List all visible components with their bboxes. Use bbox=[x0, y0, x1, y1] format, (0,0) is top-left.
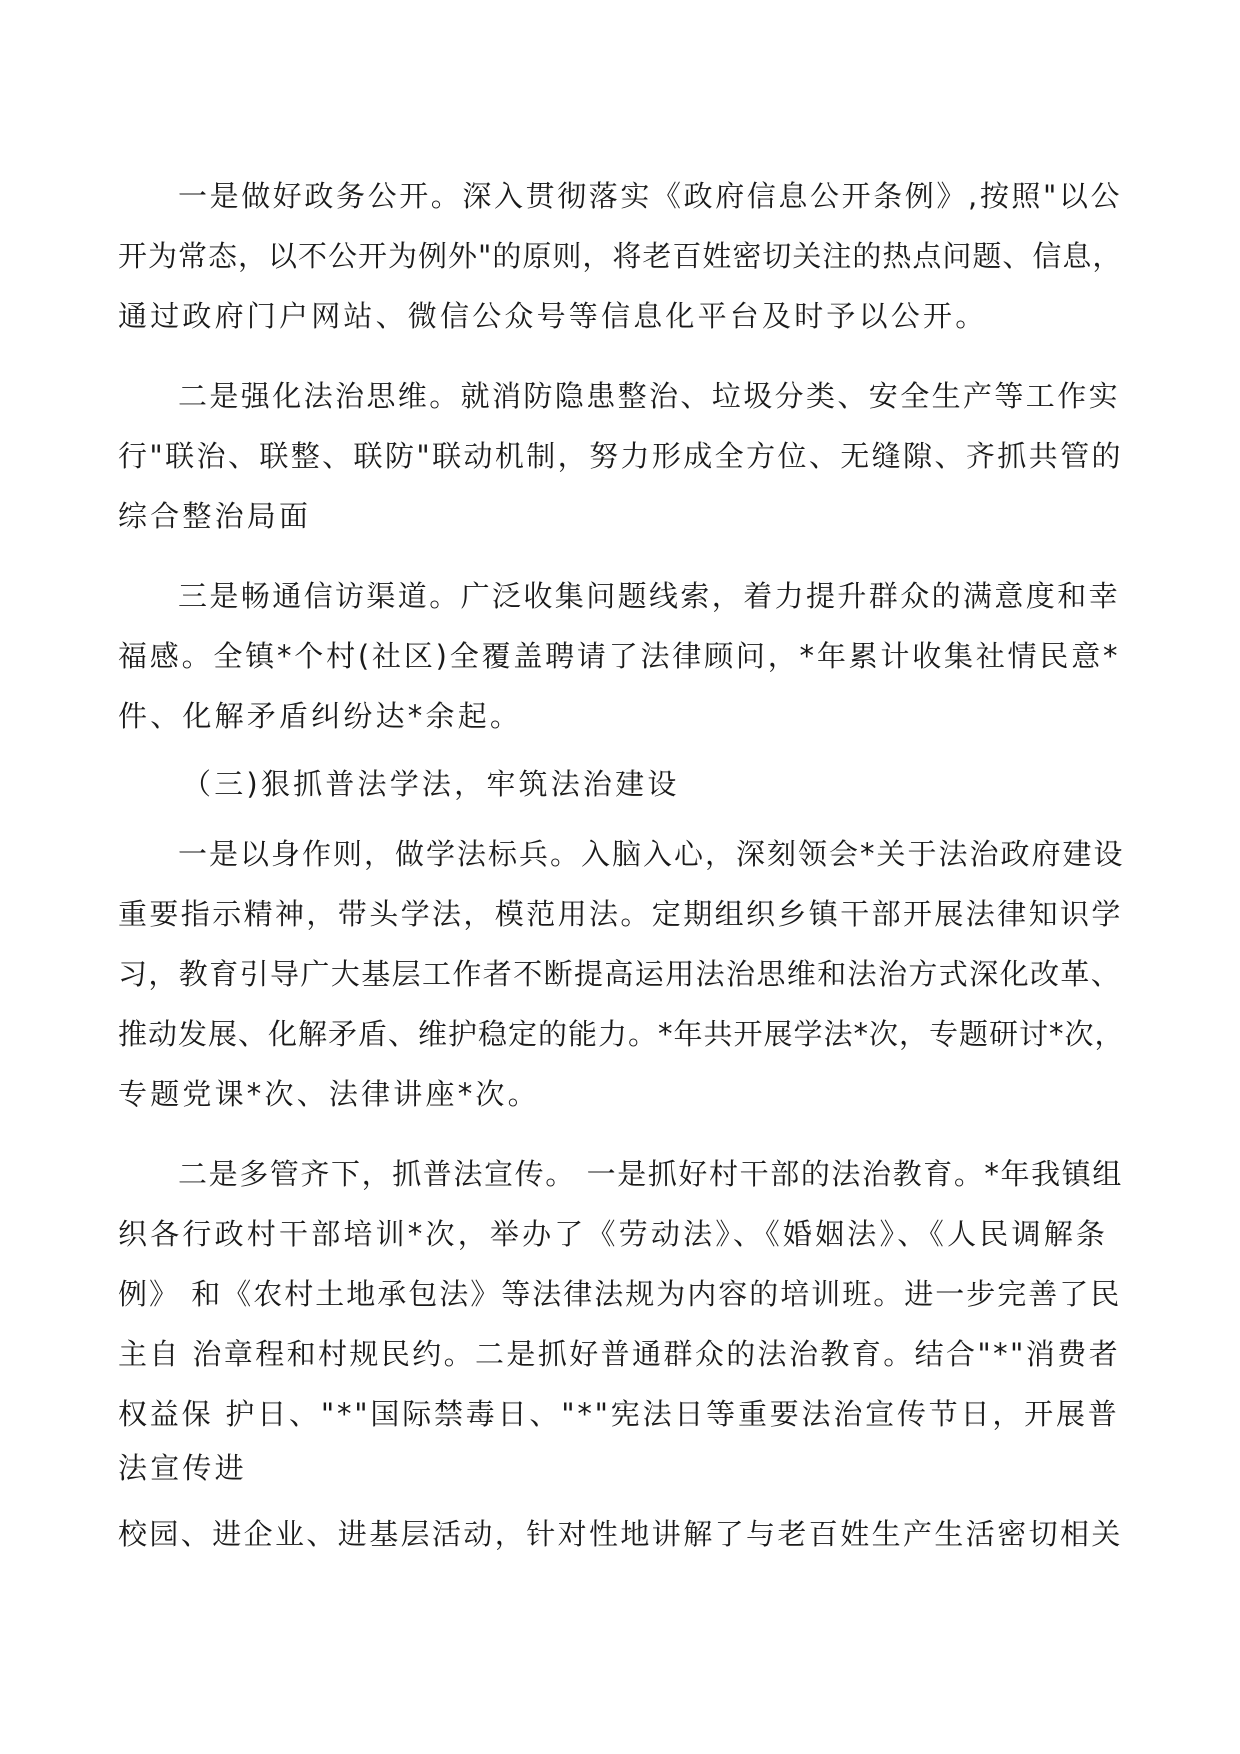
text-line: 行"联治、联整、联防"联动机制，努力形成全方位、无缝隙、齐抓共管的 bbox=[118, 439, 1123, 473]
text-line: 开为常态，以不公开为例外"的原则，将老百姓密切关注的热点问题、信息， bbox=[118, 239, 1123, 273]
text-line: 一是以身作则，做学法标兵。入脑入心，深刻领会*关于法治政府建设 bbox=[178, 837, 1125, 871]
text-line: 重要指示精神，带头学法，模范用法。定期组织乡镇干部开展法律知识学 bbox=[118, 897, 1123, 931]
text-line: 三是畅通信访渠道。广泛收集问题线索，着力提升群众的满意度和幸 bbox=[178, 579, 1121, 613]
text-line: 福感。全镇*个村(社区)全覆盖聘请了法律顾问，*年累计收集社情民意* bbox=[118, 639, 1121, 673]
text-line: 主自 治章程和村规民约。二是抓好普通群众的法治教育。结合"*"消费者 bbox=[118, 1337, 1120, 1371]
text-line: 专题党课*次、法律讲座*次。 bbox=[118, 1077, 540, 1111]
text-line: 法宣传进 bbox=[118, 1451, 247, 1485]
section-heading: （三)狠抓普法学法，牢筑法治建设 bbox=[182, 767, 680, 801]
text-line: 校园、进企业、进基层活动，针对性地讲解了与老百姓生产生活密切相关 bbox=[118, 1517, 1123, 1551]
text-line: 二是多管齐下，抓普法宣传。 一是抓好村干部的法治教育。*年我镇组 bbox=[178, 1157, 1123, 1191]
text-line: 例》 和《农村土地承包法》等法律法规为内容的培训班。进一步完善了民 bbox=[118, 1277, 1122, 1311]
text-line: 推动发展、化解矛盾、维护稳定的能力。*年共开展学法*次，专题研讨*次， bbox=[118, 1017, 1125, 1051]
text-line: 件、化解矛盾纠纷达*余起。 bbox=[118, 699, 523, 733]
text-line: 二是强化法治思维。就消防隐患整治、垃圾分类、安全生产等工作实 bbox=[178, 379, 1121, 413]
text-line: 织各行政村干部培训*次，举办了《劳动法》、《婚姻法》、《人民调解条 bbox=[118, 1217, 1109, 1251]
text-line: 通过政府门户网站、微信公众号等信息化平台及时予以公开。 bbox=[118, 299, 988, 333]
text-line: 综合整治局面 bbox=[118, 499, 312, 533]
text-line: 一是做好政务公开。深入贯彻落实《政府信息公开条例》,按照"以公 bbox=[178, 179, 1123, 213]
text-line: 权益保 护日、"*"国际禁毒日、"*"宪法日等重要法治宣传节日，开展普 bbox=[118, 1397, 1120, 1431]
text-line: 习，教育引导广大基层工作者不断提高运用法治思维和法治方式深化改革、 bbox=[118, 957, 1122, 991]
